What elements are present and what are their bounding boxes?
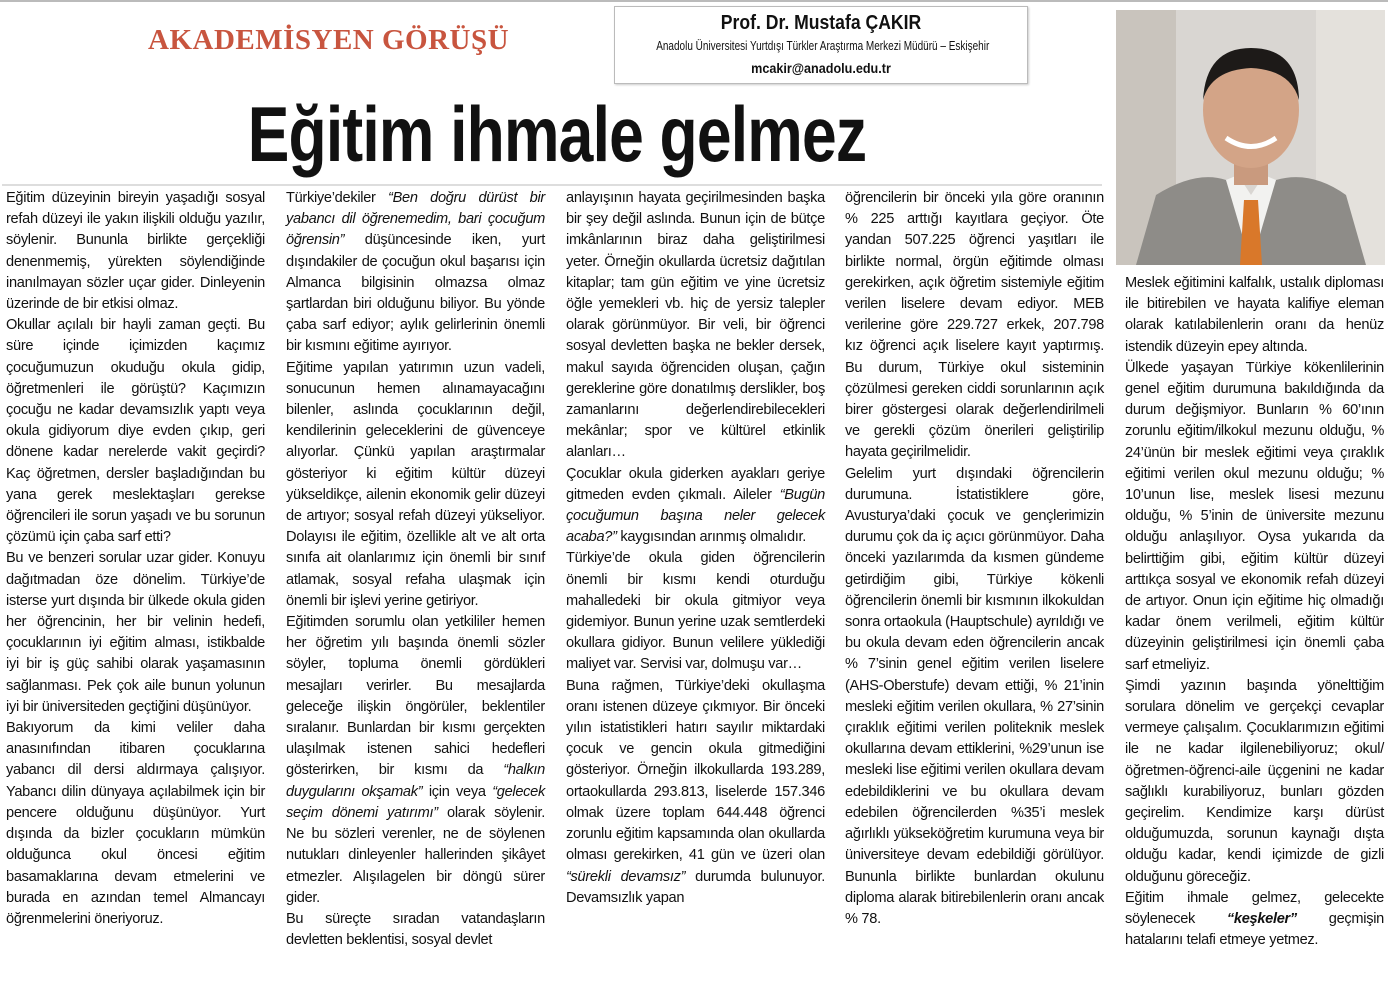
article-paragraph (286, 612, 545, 909)
author-name: Prof. Dr. Mustafa ÇAKIR (720, 12, 922, 34)
article-column-3 (566, 188, 825, 909)
paragraph-text: olarak söylenir. Ne bu sözleri verenler, ne de söylenen nutukları dinleyenler hallerinden şikâyet etmezler. Alışılagelen bir döngü sürer gider. (286, 804, 545, 906)
paragraph-text: Gelelim yurt dışındaki öğrencilerin durumuna. İstatistiklere göre, Avusturya’daki çocuk ve gençlerimizin durumu çok da iç açıcı görünmüyor. Daha önceki yazılarımda da kısmen gündeme getirdiğim gibi, Türkiye kökenli öğrencilerin önemli bir kısmının ilkokuldan sonra ortaokula (Hauptschule) ayrıldığı ve bu okula devam eden öğrencilerin ancak % 7’sinin genel eğitim verilen liselere (AHS-Oberstufe) devam ettiği, % 21’inin mesleki eğitim verilen okullara, % 27’sinin çıraklık eğitimi verilen politeknik meslek okullarına devam ettiklerini, %29’unun ise mesleki lise eğitimi verilen okullara devam edebildiklerini ve bu okullara devam edebilen öğrencilerden %35’i meslek ağırlıklı yükseköğretim kurumuna veya bir üniversiteye devam edebildiği görülüyor. Bununla birlikte bunlardan okulunu diploma alarak bitirebilenlerin oranı ancak % 78. (845, 465, 1104, 927)
author-email: mcakir@anadolu.edu.tr (751, 60, 891, 76)
emphasized-text: “Ben doğru dürüst bir yabancı dil öğrenemedim, bari çocuğum öğrensin” (286, 190, 545, 249)
emphasized-text: “gelecek seçim dönemi yatırımı” (286, 783, 545, 821)
article-paragraph (566, 548, 825, 675)
paragraph-text: için veya (422, 783, 493, 800)
article-paragraph (6, 718, 265, 930)
article-paragraph (6, 315, 265, 548)
author-photo (1116, 10, 1385, 265)
article-column-1 (6, 188, 265, 930)
article-paragraph (286, 358, 545, 612)
article-paragraph (286, 188, 545, 358)
article-paragraph (845, 464, 1104, 930)
paragraph-text: kaygısından arınmış olmalıdır. (616, 529, 807, 546)
article-paragraph (6, 188, 265, 315)
paragraph-text: Bu ve benzeri sorular uzar gider. Konuyu dağıtmadan öze dönelim. Türkiye’de isterse yurt dışında bir ülkede okula giden her öğrencinin, her bir velinin hedefi, çocuklarının iyi eğitim alması, istikbalde iyi bir iş güç sahibi olarak yaşamasının sağlanması. Pek çok aile bunun yolunun iyi bir üniversiteden geçtiğini düşünüyor. (6, 550, 265, 715)
article-paragraph (1125, 358, 1384, 676)
article-paragraph (566, 188, 825, 464)
article-paragraph (566, 676, 825, 909)
paragraph-text: öğrencilerin bir önceki yıla göre oranının % 225 arttığı kayıtlara geçiyor. Öte yandan 507.225 öğrenci yaşıtları ile birlikte normal, örgün eğitimde olması gerekirken, açık öğretim sistemiyle eğitim verilen liselere devam ediyor. MEB verilerine göre 229.727 erkek, 207.798 kız öğrenci açık liselere kayıt yaptırmış. Bu durum, Türkiye okul sisteminin çözülmesi gereken ciddi sorunlarının açık birer göstergesi olarak değerlendirilmeli ve gerekli çözüm önerileri geliştirilip hayata geçirilmelidir. (845, 190, 1104, 461)
paragraph-text: Buna rağmen, Türkiye’deki okullaşma oranı istenen düzeye çıkmıyor. Bir önceki yılın istatistikleri hatırı sayılır miktardaki çocuk ve gencin okula gitmediğini gösteriyor. Örneğin ilkokullarda 193.289, ortaokullarda 293.813, liselerde 157.346 olmak üzere toplam 644.448 öğrenci zorunlu eğitim kapsamında olan okullarda olması gerekirken, 41 gün ve üzeri olan (566, 677, 825, 864)
article-paragraph (1125, 888, 1384, 952)
paragraph-text: Meslek eğitimini kalfalık, ustalık diploması ile bitirebilen ve hayata kalifiye eleman olarak katılabilenlerin oranı da henüz istendik düzeyin epey altında. (1125, 275, 1384, 355)
paragraph-text: Türkiye’dekiler (286, 190, 389, 206)
emphasized-text: “keşkeler” (1226, 911, 1297, 928)
article-paragraph (845, 188, 1104, 464)
paragraph-text: Bu süreçte sıradan vatandaşların devletten beklentisi, sosyal devlet (286, 910, 545, 949)
article-paragraph (286, 909, 545, 951)
paragraph-text: geçmişin hatalarını telafi etmeye yetmez. (1125, 911, 1384, 949)
article-paragraph (1125, 273, 1384, 358)
article-column-4 (845, 188, 1104, 930)
paragraph-text: Eğitim düzeyinin bireyin yaşadığı sosyal refah düzeyi ile yakın ilişkili olduğu yazılır, söylenir. Bununla birlikte gerçekliği denenmemiş, yürekten söylendiğinde inanılmayan sözler uçar gider. Dinleyenin üzerinde de bir etkisi olmaz. (6, 190, 265, 313)
author-role: Anadolu Üniversitesi Yurtdışı Türkler Araştırma Merkezi Müdürü – Eskişehir (656, 39, 990, 53)
paragraph-text: Okullar açılalı bir hayli zaman geçti. Bu süre içinde içimizden kaçımız çocuğumuzun okuduğu okula gidip, öğretmenleri ile görüştü? Kaçımızın çocuğu ne kadar devamsızlık yaptı veya okula gidiyorum diye evden çıkıp, geri dönene kadar nerelerde vakit geçirdi? Kaç öğretmen, dersler başladığından bu yana gerek meslektaşları gerekse öğrencileri ile sorun yaşadı ve bu sorunun çözümü için çaba sarf etti? (6, 317, 265, 546)
paragraph-text: durumda bulunuyor. Devamsızlık yapan (566, 868, 825, 906)
top-border (0, 0, 1388, 2)
paragraph-text: anlayışının hayata geçirilmesinden başka bir şey değil aslında. Bunun için de bütçe imkânlarının biraz daha geliştirilmesi yeter. Örneğin okullarda ücretsiz dağıtılan kitaplar; tam gün eğitim ve yine ücretsiz öğle yemekleri vb. hiç de yersiz talepler olarak görünmüyor. Bir veli, bir öğrenci sosyal devletten başka ne bekler dersek, makul sayıda öğrenciden oluşan, çağın gereklerine göre donatılmış derslikler, boş zamanlarını değerlendirebilecekleri mekânlar; spor ve kültürel etkinlik alanları… (566, 190, 825, 461)
section-label: AKADEMİSYEN GÖRÜŞÜ (148, 24, 510, 56)
emphasized-text: “halkın duygularını okşamak” (286, 762, 545, 800)
article-paragraph (566, 464, 825, 549)
paragraph-text: Bakıyorum da kimi veliler daha anasınıfından itibaren çocuklarına yabancı dil dersi aldırmaya çalışıyor. Yabancı dilin dünyaya açılabilmek için bir pencere olduğunu düşünüyor. Yurt dışında da bizler çocukların mümkün olduğunca okul öncesi eğitim basamaklarına devam etmelerini ve burada en azından temel Almancayı öğrenmelerini öneriyoruz. (6, 720, 265, 927)
article-paragraph (6, 548, 265, 718)
emphasized-text: “sürekli devamsız” (566, 868, 686, 885)
emphasized-text: “Bugün çocuğumun başına neler gelecek acaba?” (566, 486, 825, 546)
paragraph-text: Ülkede yaşayan Türkiye kökenlilerinin genel eğitim durumuna bakıldığında da durum değişmiyor. Bunların % 60’ının zorunlu eğitim/ilkokul mezunu olduğu, % 24’ünün bir meslek eğitimi veya çıraklık eğitimi verilen okul mezunu olduğu; % 10’unun lise, meslek lisesi mezunu olduğu, % 5’inin de üniversite mezunu olduğu anlaşılıyor. Oysa yukarıda da belirttiğim gibi, eğitim kültür düzeyi arttıkça sosyal ve ekonomik refah düzeyi de artıyor. Onun için eğitime hiç olmadığı kadar önem verilmeli, eğitim kültür düzeyinin geliştirilmesi için önemli çaba sarf etmeliyiz. (1125, 359, 1384, 673)
paragraph-text: Eğitim ihmale gelmez, gelecekte söylenecek (1125, 889, 1384, 928)
paragraph-text: Türkiye’de okula giden öğrencilerin önemli bir kısmı kendi oturduğu mahalledeki bir okula gitmiyor veya gidemiyor. Bunun yerine uzak semtlerdeki okullara gidiyor. Bunun velilere yüklediği maliyet var. Servisi var, dolmuşu var… (566, 550, 825, 673)
paragraph-text: Eğitimden sorumlu olan yetkililer hemen her öğretim yılı başında önemli sözler söyler, topluma önemli gördükleri mesajları verirler. Bu mesajlarda geleceğe ilişkin öngörüler, beklentiler sıralanır. Bunlardan bir kısmı gerçekten ulaşılmak istenen sahici hedefleri gösterirken, bir kısmı da (286, 614, 545, 779)
paragraph-text: düşüncesinde iken, yurt dışındakiler de çocuğun okul başarısı için Almanca bilgisinin olmazsa olmaz şartlardan biri olduğunu biliyor. Bu yönde çaba sarf ediyor; aylık gelirlerinin önemli bir kısmını eğitime ayırıyor. (286, 232, 545, 355)
author-box (614, 6, 1028, 84)
article-column-2 (286, 188, 545, 951)
paragraph-text: Eğitime yapılan yatırımın uzun vadeli, sonucunun hemen alınamayacağını bilenler, aslında çocuklarının değil, kendilerinin geleceklerini de güvenceye alıyorlar. Çünkü yapılan araştırmalar gösteriyor ki eğitim kültür düzeyi yükseldikçe, ailenin ekonomik gelir düzeyi de artıyor; sosyal refah düzeyi yükseliyor. Dolayısı ile eğitim, özellikle alt ve alt orta sınıfa ait olanlarımız için önemli bir sınıf atlamak, sosyal refaha ulaşmak için önemli bir işlevi yerine getiriyor. (286, 359, 545, 609)
article-column-5 (1125, 273, 1384, 952)
paragraph-text: Şimdi yazının başında yönelttiğim sorulara dönelim ve gerçekçi cevaplar vermeye çalışalım. Çocuklarımızın eğitimi ile ne kadar ilgilenebiliyoruz; okul/öğretmen-öğrenci-aile üçgenini ne kadar sağlıklı kurabiliyoruz, bunları gözden geçirelim. Kendimize karşı dürüst olduğumuzda, sorunun kaynağı dışta olduğu kadar, kendi içimizde de gizli olduğunu göreceğiz. (1125, 677, 1384, 885)
paragraph-text: Çocuklar okula giderken ayakları geriye gitmeden evden çıkmalı. Aileler (566, 465, 825, 503)
headline: Eğitim ihmale gelmez (247, 90, 867, 178)
headline-divider (2, 184, 1102, 186)
article-paragraph (1125, 676, 1384, 888)
